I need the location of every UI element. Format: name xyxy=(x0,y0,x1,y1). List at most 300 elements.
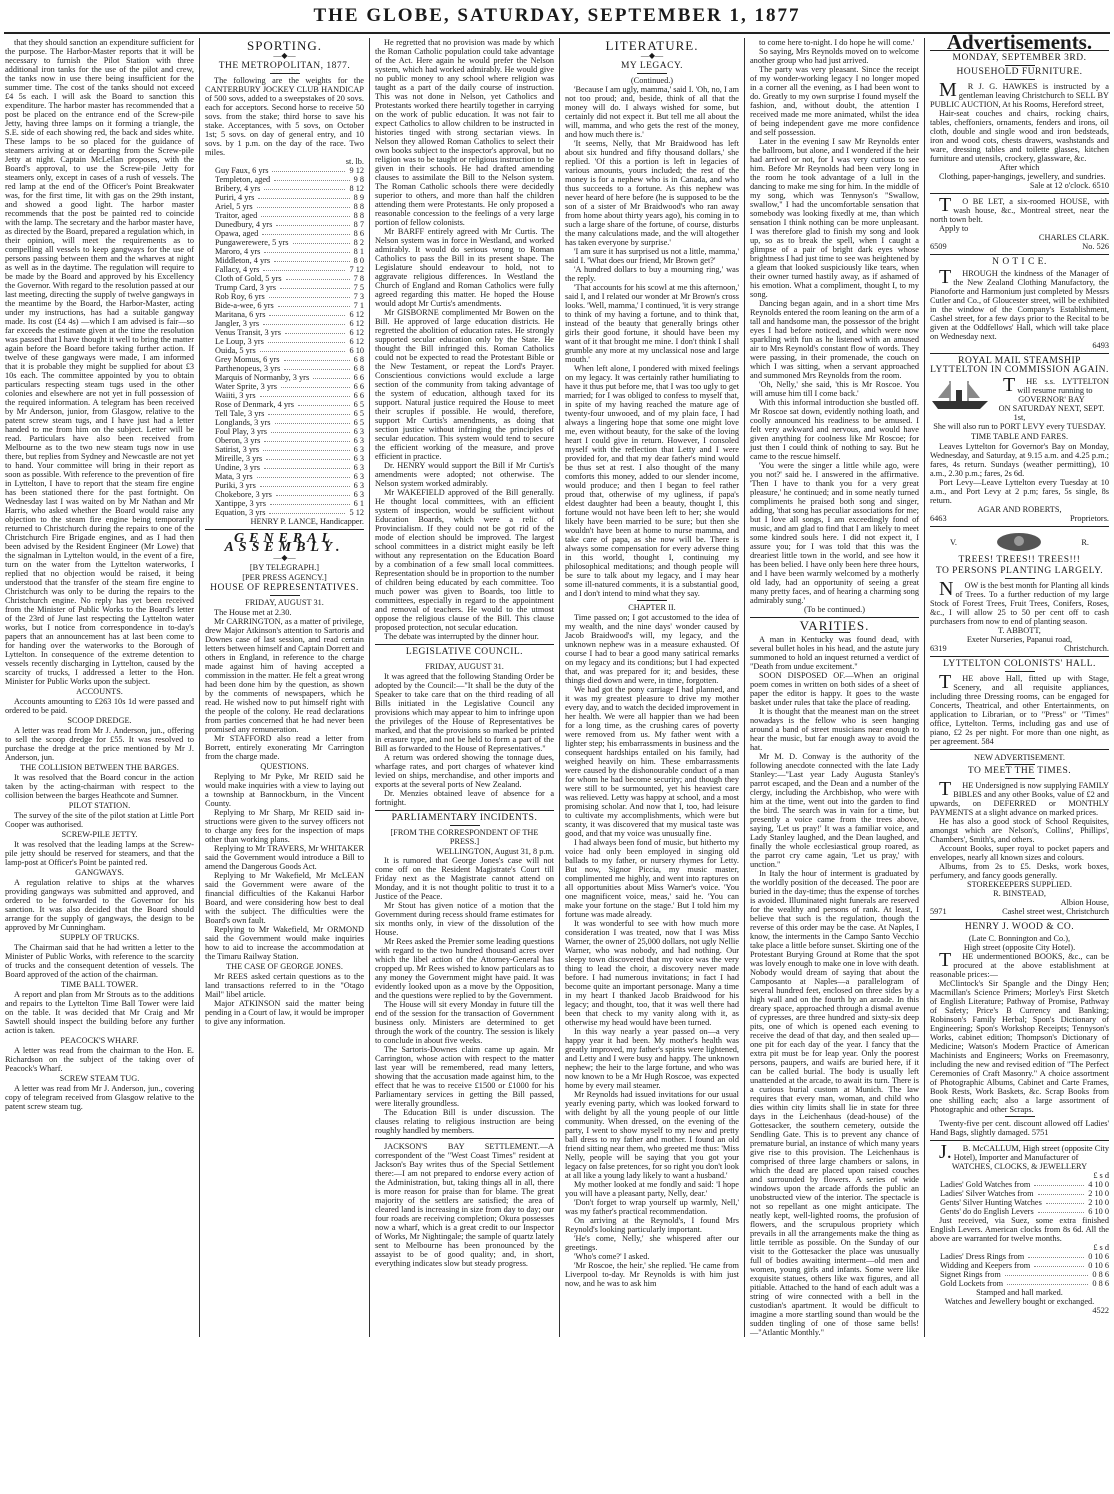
small-caps-heading: SUPPLY OF TRUCKS. xyxy=(59,933,140,942)
paragraph: Apply to xyxy=(939,224,969,233)
paragraph: I had always been fond of music, but hitherto my voice had only been employed in singing old ballads to my father, or nursery rhymes for Letty. But now, Signor Piccia, my music master, complimented me highly, and went into raptures on all opportunities about Miss Warner's voice. 'You one magnificent voice, meas,' said he. 'You can make your fortune on the stage.' But I told him my fortune was made already. xyxy=(565,838,739,919)
subheading: THE METROPOLITAN, 1877. xyxy=(218,61,351,71)
paragraph: Mr REES asked certain questions as to the land transactions referred to in the "Otago Mail" libel article. xyxy=(205,972,364,999)
advertisement-text: J.B. McCALLUM, High street (opposite City Hotel), Importer and Manufacturer of xyxy=(939,1141,1109,1163)
centered-line: WATCHES, CLOCKS, & JEWELLERY xyxy=(951,1162,1088,1171)
row-value: 0 10 6 xyxy=(1088,1252,1109,1261)
paragraph: A letter was read from Mr J. Anderson, jun., covering copy of telegram received from Glasgow relative to the patent screw steam tug. xyxy=(5,1084,194,1111)
row-label: Undine, 3 yrs xyxy=(215,463,260,472)
row-label: Ladies' Silver Watches from xyxy=(940,1189,1034,1198)
paragraph: With this informal introduction she bustled off. Mr Roscoe sat down, evidently nothing loath, and coolly announced his readiness to be amused. I felt very awkward and nervous, and would have given anything for coolness like Mr Roscoe; for just then I could think of nothing to say. But he came to the rescue himself. xyxy=(750,398,919,461)
row-label: Middleton, 4 yrs xyxy=(215,256,271,265)
table-row xyxy=(205,247,364,256)
paragraph: The House will sit every Monday in future till the end of the session for the transaction of Government business only. Ministers are determined to get through the work of the country. The session is likely to conclude in about five weeks. xyxy=(375,1000,554,1045)
leader-dots xyxy=(284,364,349,370)
row-value: 6 5 xyxy=(353,400,364,409)
small-caps-heading: SCOOP DREDGE. xyxy=(67,716,132,725)
leader-dots xyxy=(1034,1180,1084,1186)
row-label: Puriri, 4 yrs xyxy=(215,193,255,202)
paragraph: The debate was interrupted by the dinner hour. xyxy=(384,632,539,641)
paragraph: The Education Bill is under discussion. The clauses relating to religious instruction are being roughly handled by members. xyxy=(375,1108,554,1135)
paragraph: 'Because I am ugly, mamma,' said I. 'Oh, no, I am not too proud; and, beside, think of all that the money will do. I always wished for some, but certainly did not expect it. But tell me all about the will, mamma, and who gets the rest of the money, and how much there is.' xyxy=(565,85,739,139)
row-value: 7 1 xyxy=(353,301,364,310)
leader-dots xyxy=(272,166,345,172)
row-value: 6 5 xyxy=(353,418,364,427)
small-caps-heading: QUESTIONS. xyxy=(260,762,309,771)
leader-dots xyxy=(278,301,350,307)
signature-line: HENRY P. LANCE, Handicapper. xyxy=(250,517,364,526)
column-4 xyxy=(560,38,745,1337)
advertisement-text: MR J. G. HAWKES is instructed by a gentleman leaving Christchurch to SELL BY PUBLIC AUCTION, At his Rooms, Hereford street, xyxy=(930,79,1109,109)
divider-rule xyxy=(375,1138,554,1139)
paragraph: 'I am sure it has surprised us not a little, mamma,' said I. 'What does our friend, Mr Brown get?' xyxy=(565,247,739,265)
table-row xyxy=(930,1198,1109,1207)
leader-dots xyxy=(270,499,350,505)
ad-footer-right: No. 526 xyxy=(1082,242,1109,251)
divider-rule xyxy=(375,810,554,811)
leader-dots xyxy=(266,454,349,460)
paragraph: Replying to Mr TRAVERS, Mr WHITAKER said the Government would introduce a Bill to amend the Dangerous Goods Act. xyxy=(205,844,364,871)
paragraph: Mr Stout has given notice of a motion that the Government during recess should frame estimates for six months only, in view of the dissolution of the House. xyxy=(375,901,554,937)
row-label: Longlands, 3 yrs xyxy=(215,418,271,427)
leader-dots xyxy=(275,418,350,424)
row-value: 9 8 xyxy=(353,175,364,184)
column-1 xyxy=(0,38,200,1337)
table-row xyxy=(205,373,364,382)
paragraph: It was agreed that the following Standing Order be adopted by the Council:—"It shall be the duty of the Speaker to take care that on the third reading of all Bills initiated in the Legislative Council any provisions which may appear to him to infringe upon the privileges of the House of Representatives be marked, and that the provisions so marked be printed in erasure type, and not be held to form a part of the Bill as forwarded to the House of Representatives." xyxy=(375,672,554,753)
paragraph: that they should sanction an expenditure sufficient for the purpose. The Harbor-Master reports that it will be necessary to furnish the Pilot Station with three additional iron tanks for the use of the pilot and crew, the tanks now in use there being insufficient for the summer time. The cost of the tanks should not exceed £4 5s each. I will ask the Board to sanction this expenditure. The harbor master has recommended that a post be placed on the entrance end of the Screw-pile Jetty, having three lamps on it forming a triangle, the S.E. side of each showing red, the back and sides white. These lamps to be so placed for the guidance of steamers arriving at or departing from the Screw-pile Jetty at night. Captain McLellan proposes, with the Board's approval, to use the Screw-pile Jetty for steamers only, except in cases of a rush of vessels. The red lamp at the end of the Officer's Point Breakwater was, for the first time, lit with gas on the 29th instant, and showed a good light. The harbor master recommends that the post be painted red to coincide with the lamp. The secretary and the harbor master have, as directed by the Board, prepared a regulation which, in their opinion, will meet the requirements as to compelling all vessels to keep gangways for the use of persons passing between them and the wharves at night as well as in the daytime. The regulation will require to be made by the Board and approved by his Excellency the Governor. With regard to the resolution passed at our last meeting, directing the supply of twelve gangways in the meantime by the Board, the Harbor-Master, acting under my instructions, has had a suitable gangway made. Its cost (£4 4s) —which I am advised is fair—so far exceeds the estimate given at the time the resolution was passed that I have thought it well to bring the matter again before the Board before taking further action. If twelve of these gangways were made, I am informed that it is probable they might be supplied for about £3 10s each. The committee appointed by you to obtain particulars respecting steam tugs used in the other colonies and elsewhere are not yet in full possession of the required information. A telegram has been received by Mr Anderson, junior, from Glasgow, relative to the patent screw steam tugs, and I have just had a letter handed to me from him on the subject. Letter will be read. Particulars have also been received from Melbourne as to the two new steam tugs now in use there, but replies from Sydney and Newcastle are not yet to hand. Your committee will bring in their report as soon as possible. With reference to the prevention of fire in Lyttelton, I have to report that the steam fire engine has been stationed there for the past fortnight. On Wednesday last I was waited on by Mr Nathan and Mr Harris, who asked whether the Board would raise any objection to the steam fire engine being temporarily returned to Christchurch during the repairs to one of the Christchurch Fire Brigade engines, and as I had then been advised by the Resident Engineer (Mr Lowe) that the signalman in Lyttelton would, in the event of a fire, turn on the water from the Lyttelton waterworks, I replied that no objection would be raised, it being understood that the transfer of the steam fire engine to Christchurch was only to be during the repairs to the Christchurch engine. No reply has yet been received from the Minister of Public Works to the Board's letter of the 23rd of June last respecting the Lyttelton water works, but I notice from correspondence in to-day's papers that an announcement has at last been come to for handing over the waterworks to the Borough of Lyttelton. In consequence of the extreme detention to vessels recently discharging in Lyttelton, caused by the scarcity of trucks, I addressed a letter to the Hon. Minister for Public Works upon the subject. xyxy=(5,38,194,686)
leader-dots xyxy=(1028,1252,1084,1258)
paragraph: When left alone, I pondered with mixed feelings on my legacy. It was certainly rather humiliating to have it thus put before me, that I was too ugly to get married; for I was obliged to confess to myself that, in spite of my having reached the mature age of twenty-four unwooed, and of my plain face, I had always a lingering hope that some one might love me, even without beauty, for the sake of the loving heart I could give in return. However, I consoled myself with the reflection that Letty and I were provided for, and that my dear father's mind would be thus set at rest. I also thought of the many comforts this money, added to our slender income, would produce; and then I began to feel rather proud that, otherwise of my ugliness, if papa's eldest daughter had been a beauty, thought I, this fortune would not have been left to her; she would likely have been married to be sure; but then she wouldn't have been at home to nurse mamma, and take care of papa, as she now will be. There is always some compensation for every adverse thing in this world, thought I, continuing my philosophical meditations; and though people will be sure to talk about my legacy, and I may hear some ill-natured comments, it is a substantial good, and I don't intend to mind what they say. xyxy=(565,364,739,598)
row-label: Bribery, 4 yrs xyxy=(215,184,261,193)
table-row xyxy=(205,229,364,238)
table-row xyxy=(930,1180,1109,1189)
centered-line: She will also run to PORT LEVY every TUESDAY. xyxy=(933,422,1106,431)
ornament: —◆— xyxy=(640,51,664,60)
ornament: —◆— xyxy=(273,553,296,562)
subheading: HOUSEHOLD FURNITURE. xyxy=(956,67,1083,77)
row-label: Ladies' Gold Watches from xyxy=(940,1180,1031,1189)
row-label: Foul Play, 3 yrs xyxy=(215,427,268,436)
leader-dots xyxy=(268,337,346,343)
row-value: 0 8 6 xyxy=(1092,1270,1109,1279)
row-value: 6 1 xyxy=(353,499,364,508)
paragraph: It is rumored that George Jones's case will not come off on the Resident Magistrate's Court till Friday next as the Magistrate cannot attend on Monday, and it is not thought politic to trust it to a Justice of the Peace. xyxy=(375,856,554,901)
table-row xyxy=(205,328,364,337)
row-label: Traitor, aged xyxy=(215,211,258,220)
small-caps-heading: [FROM THE CORRESPONDENT OF THE PRESS.] xyxy=(390,828,539,846)
row-label: Equation, 3 yrs xyxy=(215,508,266,517)
paragraph: Just received, via Suez, some extra finished English Levers. American clocks from 8s 6d. All the above are warranted for twelve months. xyxy=(930,1216,1109,1243)
table-row xyxy=(205,508,364,517)
leader-dots xyxy=(264,463,350,469)
row-value: 6 3 xyxy=(353,436,364,445)
table-row xyxy=(930,1270,1109,1279)
table-row xyxy=(930,1207,1109,1216)
row-value: 7 12 xyxy=(349,265,364,274)
leader-dots xyxy=(1034,1261,1084,1267)
paragraph: Hair-seat couches and chairs, rocking chairs, tables, cheffoniers, ornaments, fenders and irons, oil cloth, double and single wood and iron bedsteads, iron and wood cots, chests drawers, washstands and ware, dressing tables and toilette glasses, kitchen furniture and utensils, crockery, glassware, &c. xyxy=(930,109,1109,163)
leader-dots xyxy=(264,436,349,442)
centered-line: Exeter Nurseries, Papanui road, xyxy=(966,635,1073,644)
row-label: Pungawerewere, 5 yrs xyxy=(215,238,289,247)
leader-dots xyxy=(276,490,350,496)
leader-dots xyxy=(271,427,350,433)
subheading: TREES! TREES!! TREES!!! xyxy=(958,555,1081,565)
row-value: 2 10 0 xyxy=(1088,1198,1109,1207)
centered-line: STOREKEEPERS SUPPLIED. xyxy=(967,880,1072,889)
table-row xyxy=(205,454,364,463)
row-label: Chokebore, 3 yrs xyxy=(215,490,272,499)
table-row xyxy=(205,355,364,364)
small-caps-heading: CHAPTER II. xyxy=(628,603,676,612)
short-rule xyxy=(1005,578,1035,579)
paragraph: On arriving at the Reynold's, I found Mrs Reynold's looking particularly important. xyxy=(565,1216,739,1234)
short-rule xyxy=(450,825,480,826)
table-row xyxy=(205,283,364,292)
paragraph: He has also a good stock of School Requisites, amongst which are Nelson's, Collins', Phillips', Chambers', Smith's, and others. xyxy=(930,817,1109,844)
table-row xyxy=(930,1261,1109,1270)
paragraph: In this way nearly a year passed on—a very happy year it had been. My mother's health was greatly improved, my father's spirits were lightened, and Letty and I were busy and happy. The unknown nephew; the heir to the large fortune, and who was now known to be a Mr Hugh Roscoe, was expected home by every mail steamer. xyxy=(565,1027,739,1090)
table-row xyxy=(205,364,364,373)
newspaper-title: THE GLOBE, SATURDAY, SEPTEMBER 1, 1877 xyxy=(313,5,801,26)
ad-footer-line xyxy=(930,514,1109,523)
table-row xyxy=(205,391,364,400)
row-value: 7 5 xyxy=(353,283,364,292)
column-6 xyxy=(925,30,1114,1337)
row-label: Dunedbury, 4 yrs xyxy=(215,220,273,229)
row-label: Gold Lockets from xyxy=(940,1279,1004,1288)
row-label: Opawa, aged xyxy=(215,229,259,238)
leader-dots xyxy=(262,229,349,235)
short-rule xyxy=(637,73,667,74)
paragraph: Replying to Mr Wakefield, Mr McLEAN said the Government were aware of the financial difficulties of the Kakanui Harbor Board, and were considering how best to deal with the subject. The difficulties were the Board's own fault. xyxy=(205,871,364,925)
row-value: 8 0 xyxy=(353,256,364,265)
row-value: 0 10 6 xyxy=(1088,1261,1109,1270)
paragraph: Leaves Lyttelton for Governor's Bay on Monday, Wednesday, and Saturday, at 9.15 a.m. and 4.25 p.m.; fares, 4s return. Sundays (weather permitting), 10 a.m., 2.30 p.m.; fares, 2s 6d. xyxy=(930,442,1109,478)
row-value: 6 12 xyxy=(349,328,364,337)
short-rule xyxy=(270,595,300,596)
signature-line: st. lb. xyxy=(345,157,364,166)
paragraph: My mother looked at me fondly and said: 'I hope you will have a pleasant party, Nelly, dear.' xyxy=(565,1180,739,1198)
subheading: ROYAL MAIL STEAMSHIP LYTTELTON IN COMMISSION AGAIN. xyxy=(930,356,1109,375)
row-value: 6 6 xyxy=(353,373,364,382)
small-caps-heading: [PER PRESS AGENCY.] xyxy=(242,573,327,582)
leader-dots xyxy=(284,355,350,361)
row-value: 7 3 xyxy=(353,292,364,301)
paragraph: The Sartoris-Downes claim came up again. Mr Carrington, whose action with respect to the matter last year will be remembered, read many letters, showing that the accusation made against him, to the effect that he was to receive £1500 or £1000 for his Parliamentary services in getting the Bill passed, were literally groundless. xyxy=(375,1045,554,1108)
row-label: Widding and Keepers from xyxy=(940,1261,1031,1270)
row-value: 2 10 0 xyxy=(1088,1189,1109,1198)
leader-dots xyxy=(269,292,350,298)
crest-right: R. xyxy=(1081,537,1089,547)
paragraph: Time passed on; I got accustomed to the idea of my wealth, and the nine days' wonder caused by Jacob Braidwood's will, my legacy, and the unknown nephew was in a measure exhausted. Of course I had to bear a good many satirical remarks on my legacy and its conditions; but I had expected that, and was prepared for it; and besides, these things died down and were, in time, forgotten. xyxy=(565,613,739,685)
table-row xyxy=(205,274,364,283)
paragraph: Replying to Mr Wakefield, Mr ORMOND said the Government would make inquiries how to aid to increase the accommodation at the Timaru Railway Station. xyxy=(205,925,364,961)
paragraph: JACKSON'S BAY SETTLEMENT.—A correspondent of the "West Coast Times" resident at Jackson's Bay writes thus of the Special Settlement there:—I am not prepared to endorse every action of the Administration, but, taking things all in all, there is more reason for praise than for blame. The great majority of the settlers are satisfied; the area of cleared land is increasing in size from day to day; our four roads are receiving completion; Okura possesses now a wharf, which is a great credit to our Inspector of Works, Mr Nightingale; the sample of quartz lately sent to Melbourne has been pronounced by the assayist to be of good quality; and, in short, everything indicates slow but steady progress. xyxy=(375,1142,554,1268)
row-value: 8 7 xyxy=(353,220,364,229)
leader-dots xyxy=(274,256,350,262)
advertisement-text: THE above Hall, fitted up with Stage, Scenery, and all requisite appliances, including three Dressing rooms, can be engaged for Concerts, Theatrical, and other Entertainments, on application to Librarian, or to "Press" or "Times" office, Lyttelton. Terms, including gas and use of piano, £2 2s per night. For more than one night, as per agreement. 584 xyxy=(930,671,1109,746)
table-row xyxy=(205,175,364,184)
paragraph: 'You were the singer a little while ago, were you not?' said he. I answered in the affirmative. 'Then I have to thank you for a very great pleasure,' he continued; and in some neatly turned compliments he praised both song and singer, adding, 'that song has peculiar associations for me; but I love all songs, I am exceedingly fond of music, and am glad to find that I am likely to meet some kindred souls here. I did not expect it, I assure you; for I was told that this was the dreariest little town in the world, and see how it has been belied. I have only been here three hours, and I have been warmly welcomed by a motherly old lady, had an opportunity of seeing a great many pretty faces, and of hearing a charming song admirably sung.' xyxy=(750,461,919,605)
paragraph: McClintock's Sir Spangle and the Dingy Hen; Macmillan's Science Primers; Morley's First Sketch of English Literature; Pathway of Promise, Pathway of Safety; Price's B Currency and Banking; Robinson's Family Herbal; Spon's Dictionary of Engineering; Spon's Workshop Receipts; Tennyson's Works, cabinet edition; Thompson's Dictionary of Medicine; Watson's Modern Practice of American Machinists and Engineers; Works on Freemasonry, including the new and revised edition of "The Perfect Ceremonies of Craft Masonry." A choice assortment of Photographic Albums, Cabinet and Carte Frames, Book Rests, Work Baskets, &c. Scrap Books from one shilling each; also a large assortment of Photographic and other Scraps. xyxy=(930,979,1109,1114)
table-row xyxy=(205,184,364,193)
centered-line: ON SATURDAY NEXT, SEPT. 1st, xyxy=(998,404,1105,422)
paragraph: to come here to-night. I do hope he will come.' xyxy=(759,38,915,47)
small-caps-heading: FRIDAY, AUGUST 31. xyxy=(245,598,324,607)
paragraph: Replying to Mr Sharp, Mr REID said in-structions were given to the survey officers not to charge any fees for the inspection of maps other than working plans. xyxy=(205,808,364,844)
row-value: 5 12 xyxy=(349,508,364,517)
page-columns xyxy=(0,30,1114,1337)
centered-line: (Continued.) xyxy=(630,76,674,85)
divider-rule xyxy=(205,529,364,530)
row-value: 6 3 xyxy=(353,463,364,472)
ad-number: 6463 xyxy=(930,514,947,523)
row-value: 7 8 xyxy=(353,274,364,283)
row-value: 8 8 xyxy=(353,202,364,211)
subheading: HOUSE OF REPRESENTATIVES. xyxy=(210,583,359,593)
table-row xyxy=(205,463,364,472)
table-row xyxy=(205,301,364,310)
table-row xyxy=(205,238,364,247)
divider-rule xyxy=(930,353,1109,354)
paragraph: Dr. Menzies obtained leave of absence for a fortnight. xyxy=(375,789,554,807)
paragraph: 'He's come, Nelly,' she whispered after our greetings. xyxy=(565,1234,739,1252)
row-label: Water Sprite, 3 yrs xyxy=(215,382,278,391)
paragraph: A letter was read from Mr J. Anderson, jun., offering to sell the scoop dredge for £55. It was resolved to purchase the dredge at the price mentioned by Mr J. Anderson, jun. xyxy=(5,726,194,762)
paragraph: Mr CARRINGTON, as a matter of privilege, drew Major Atkinson's attention to Sartoris and Downes case of last session, and read certain letters between himself and Captain Dorrett and others in England, in reference to the charge made against him of having accepted a commission in the matter. He felt a great wrong had been done him by the question, as shown by the comments of newspapers, which he read. He wished now to put himself right with the people of the colony. He read declarations from parties concerned that he had never been promised any remuneration. xyxy=(205,617,364,734)
row-label: Ladies' Dress Rings from xyxy=(940,1252,1025,1261)
row-label: Le Loup, 3 yrs xyxy=(215,337,264,346)
divider-rule xyxy=(930,749,1109,750)
paragraph: Later in the evening I saw Mr Reynolds enter the ballroom, but alone, and I wondered if the heir had arrived or not, for I was very curious to see him. Before Mr Reynolds had been very long in the room he took advantage of a lull in the dancing to make me sing for him. In the middle of my song, which was Tennyson's "Swallow, swallow," I had the uncomfortable sensation that somebody was looking fixedly at me, than which sensation I think nothing can be more unpleasant. I was therefore glad to finish my song and look up, so as to break the spell, when I caught a glimpse of a pair of bright dark eyes whose brightness I had just time to see was heightened by a gleam that looked suspiciously like tears, when their owner turned hastily away, as if ashamed of his emotion. What a compliment, thought I, to my song. xyxy=(750,137,919,299)
subheading: HENRY J. WOOD & CO. xyxy=(964,922,1075,932)
leader-dots xyxy=(1038,1207,1085,1213)
section-heading: LITERATURE. xyxy=(605,38,699,53)
centered-line: (Late C. Bonnington and Co.), xyxy=(968,934,1071,943)
advertisement-text: THROUGH the kindness of the Manager of the New Zealand Clothing Manufactory, the Pianoforte and Harmonium just completed by Messrs Cutler and Co., of Gloucester street, will be exhibited in the window of the Company's Establishment, Cashel street, for a few days prior to the Recital to be given at the Oddfellows' Hall, which will take place on Wednesday next. xyxy=(930,266,1109,341)
row-label: Satirist, 3 yrs xyxy=(215,445,260,454)
short-rule xyxy=(1005,671,1035,672)
paragraph: Account Books, super royal to pocket papers and envelopes, nearly all known sizes and colours. xyxy=(930,844,1109,862)
section-heading: SPORTING. xyxy=(246,38,323,53)
signature-line: 6493 xyxy=(1092,341,1109,350)
row-label: Parthenopeus, 3 yrs xyxy=(215,364,281,373)
small-caps-heading: ACCOUNTS. xyxy=(76,687,123,696)
paragraph: Mr WAKEFIELD approved of the Bill generally. He thought local committees, with an efficient system of inspection, would be sufficient without Education Boards, which were a relic of Provincialism. If they could not be got rid of the mode of election should be improved. The largest school committees in a district might easily be left without any representation on the Education Board by a combination of a few small local committees. Representation should be in proportion to the number of children being educated by each committee. Too much power was given to Boards, too little to committees, especially in regard to the appointment and removal of teachers. He would to the utmost oppose the religious clause of the Bill. This clause proposed protection, not secular education. xyxy=(375,488,554,632)
row-label: Gents' do do English Levers xyxy=(940,1207,1034,1216)
leader-dots xyxy=(298,400,350,406)
row-label: Maroro, 4 yrs xyxy=(215,247,261,256)
leader-dots xyxy=(257,202,350,208)
divider-rule xyxy=(930,193,1109,194)
paragraph: So saying, Mrs Reynolds moved on to welcome another group who had just arrived. xyxy=(750,47,919,65)
row-label: Fallacy, 4 yrs xyxy=(215,265,260,274)
short-rule xyxy=(1005,65,1035,66)
centered-line: Watches and Jewellery bought or exchanged. xyxy=(944,1297,1095,1306)
leader-dots xyxy=(257,472,350,478)
table-row xyxy=(205,427,364,436)
row-label: Marquis of Normanby, 3 yrs xyxy=(215,373,310,382)
paragraph: Mr M. D. Conway is the authority of the following anecdote connected with the late Lady Stanley:—"Last year Lady Augusta Stanley's parrot escaped, and the Dean and a number of the clergy, including the Archbishop, who were with him at the time, went out into the garden to find the bird. The search was in vain for a time, but presently a voice came from the trees above, saying, 'Let us pray!' It was a familiar voice, and Lady Stanley laughed, and the Dean laughed, and finally the whole ecclesiastical group roared, as the parrot cry came again, 'Let us pray,' with unction." xyxy=(750,752,919,869)
row-value: 6 5 xyxy=(353,409,364,418)
table-row xyxy=(205,382,364,391)
centered-line: R. BINSTEAD, xyxy=(993,889,1046,898)
paragraph: Mr Rees asked the Premier some leading questions with regard to the two hundred thousand acres over which the libel action of the Attorney-General has cropped up. Mr Rees wished to know particulars as to any money the Government might have paid. It was evidently looked upon as a move by the Opposition, and the questions were replied to by the Government. xyxy=(375,937,554,1000)
divider-rule xyxy=(930,656,1109,657)
short-rule xyxy=(637,600,667,601)
row-value: 6 3 xyxy=(353,454,364,463)
row-value: 6 12 xyxy=(349,337,364,346)
ad-number: 6509 xyxy=(930,242,947,251)
table-row xyxy=(205,265,364,274)
paragraph: It was resolved that the Board concur in the action taken by the acting-chairman with respect to the collision between the barges Heathcote and Sumner. xyxy=(5,773,194,800)
table-row xyxy=(205,472,364,481)
paragraph: 'It seems, Nelly, that Mr Braidwood has left about six hundred and fifty thousand dollars,' she replied. 'Of this a portion is left in legacies of various amounts, yours included; the rest of the money is for a nephew who is in Canada, and who thus succeeds to a fortune. As this nephew was never heard of here before (he is supposed to be the son of a sister of Mr Braidwood's who ran away from home about thirty years ago), his coming in to such a large share of the fortune, of course, disturbs the many calculations made, and the will altogether has taken everyone by surprise.' xyxy=(565,139,739,247)
centered-line: After which xyxy=(999,163,1040,172)
signature-line: WELLINGTON, August 31, 8 p.m. xyxy=(436,847,554,856)
leader-dots xyxy=(286,274,350,280)
leader-dots xyxy=(268,409,349,415)
paragraph: Clothing, paper-hangings, jewellery, and sundries. xyxy=(939,172,1106,181)
advertisement-text: NOW is the best month for Planting all kinds of Trees. To a further reduction of my large Stock of Forest Trees, Fruit Trees, Conifers, Roses, &c., I will allow 25 to 50 per cent off to cash purchasers from now to end of planting season. xyxy=(930,578,1109,626)
leader-dots xyxy=(260,346,346,352)
centered-line: T. ABBOTT, xyxy=(998,626,1041,635)
table-row xyxy=(205,400,364,409)
row-label: Grey Momus, 6 yrs xyxy=(215,355,280,364)
short-rule xyxy=(1005,79,1035,80)
ad-footer-right: Proprietors. xyxy=(1070,514,1109,523)
small-caps-heading: THE CASE OF GEORGE JONES. xyxy=(226,962,343,971)
leader-dots xyxy=(1007,1279,1088,1285)
row-value: 6 6 xyxy=(353,382,364,391)
row-value: 8 2 xyxy=(353,238,364,247)
row-label: Tell Tale, 3 yrs xyxy=(215,409,265,418)
row-value: 8 1 xyxy=(353,247,364,256)
leader-dots xyxy=(285,328,346,334)
paragraph: He regretted that no provision was made by which the Roman Catholic population could take advantage of the Act. Here again he would prefer the Nelson system, which had worked admirably. He would give no public money to any school where religion was taught as a part of the daily course of instruction. This was not done in Nelson, yet Catholics and Protestants worked there heartily together in carrying on the work of public education. It was not fair to expect Catholics to allow children to be instructed in histories tinged with strong sectarian views. In Nelson they allowed Roman Catholics to select their own books subject to the inspector's approval, but no religion was to be taught or religious instruction to be given in their schools. He had drafted amending clauses to assimilate the Bill to the Nelson system. The Roman Catholic schools there were decidedly superior to others, and more than half the children attending them were Protestants. He only proposed a reasonable concession to the feelings of a very large portion of fellow colonists. xyxy=(375,38,554,227)
paragraph: Major ATKINSON said the matter being pending in a Court of law, it would be improper to give any information. xyxy=(205,999,364,1026)
row-value: 6 3 xyxy=(353,490,364,499)
paragraph: A return was ordered showing the tonnage dues, wharfage rates, and port charges of whatever kind levied on ships, merchandise, and other imports and exports at the several ports of New Zealand. xyxy=(375,753,554,789)
paragraph: Dr. HENRY would support the Bill if Mr Curtis's amendments were adopted; not otherwise. The Nelson system worked admirably. xyxy=(375,461,554,488)
paragraph: Mr STAFFORD also read a letter from Borrett, entirely exonerating Mr Carrington from the charge made. xyxy=(205,734,364,761)
short-rule xyxy=(1005,764,1035,765)
divider-rule xyxy=(930,919,1109,920)
paragraph: Replying to Mr Pyke, Mr REID said he would make inquiries with a view to laying out a township at Bannockburn, in the Vincent County. xyxy=(205,772,364,808)
leader-dots xyxy=(261,211,349,217)
centered-line: High street (opposite City Hotel). xyxy=(963,943,1076,952)
advertisement-text: THE Undersigned is now supplying FAMILY BIBLES and any other Books, value of £2 and upwards, on DEFERRED or MONTHLY PAYMENTS at a slight advance on marked prices. xyxy=(930,778,1109,817)
table-row xyxy=(930,1252,1109,1261)
divider-rule xyxy=(930,1140,1109,1141)
row-value: 6 8 xyxy=(353,355,364,364)
divider-rule xyxy=(930,254,1109,255)
small-caps-heading: THE COLLISION BETWEEN THE BARGES. xyxy=(20,763,179,772)
table-header: £ s d xyxy=(1093,1243,1109,1252)
small-caps-heading: PILOT STATION. xyxy=(68,801,131,810)
centered-line: AGAR AND ROBERTS, xyxy=(977,505,1062,514)
leader-dots xyxy=(269,310,345,316)
section-heading: VARITIES. xyxy=(799,618,870,633)
centered-line: Stamped and hall marked. xyxy=(976,1288,1063,1297)
leader-dots xyxy=(313,373,349,379)
subheading: PARLIAMENTARY INCIDENTS. xyxy=(391,813,538,823)
column-5 xyxy=(745,38,925,1337)
small-caps-heading: GANGWAYS. xyxy=(75,868,124,877)
advertisement-text: TO BE LET, a six-roomed HOUSE, with wash house, &c., Montreal street, near the north town belt. xyxy=(930,194,1109,224)
row-value: 4 10 0 xyxy=(1088,1180,1109,1189)
subheading: LEGISLATIVE COUNCIL. xyxy=(405,647,524,657)
row-label: Mireille, 3 yrs xyxy=(215,454,263,463)
row-label: Xantippe, 3 yrs xyxy=(215,499,266,508)
short-rule xyxy=(1005,1116,1035,1117)
row-value: 8 12 xyxy=(349,184,364,193)
paragraph: Mr GISBORNE complimented Mr Bowen on the Bill. He approved of large education districts. He regretted the abolition of education rates. He strongly supported secular education only by the State. He thought the Bill infringed this. Roman Catholics could not be expected to read the Protestant Bible or the New Testament, or repeat the Lord's Prayer. Conscientious convictions would exclude a large section of the community from taking advantage of the system of education, although taxed for its support. Natural justice required the House to meet their scruples if possible. He would, therefore, support Mr Curtis's amendments, as doing that section justice without infringing the principles of secular education. This system would tend to secure the efficient working of the measure, and prove efficient in practice. xyxy=(375,308,554,461)
centered-line: GOVERNOR' BAY xyxy=(1018,395,1085,404)
signature-line: Albion House, xyxy=(1060,898,1109,907)
short-rule xyxy=(1005,778,1035,779)
row-label: Signet Rings from xyxy=(940,1270,1001,1279)
leader-dots xyxy=(281,382,350,388)
column-3 xyxy=(370,38,560,1337)
paragraph: The Chairman said that he had written a letter to the Minister of Public Works, with reference to the scarcity of trucks and the consequent detention of vessels. The Board approved of the action of the chairman. xyxy=(5,943,194,979)
row-label: Puriki, 3 yrs xyxy=(215,481,256,490)
leader-dots xyxy=(260,391,350,397)
row-label: Cloth of Gold, 5 yrs xyxy=(215,274,282,283)
table-row xyxy=(205,211,364,220)
paragraph: 'A hundred dollars to buy a mourning ring,' was the reply. xyxy=(565,265,739,283)
table-row xyxy=(205,346,364,355)
row-label: Ariel, 5 yrs xyxy=(215,202,253,211)
leader-dots xyxy=(293,238,350,244)
ad-footer-right: Cashel street west, Christchurch xyxy=(1002,907,1109,916)
small-caps-heading: NEW ADVERTISEMENT. xyxy=(974,753,1065,762)
paragraph: 'Oh, Nelly,' she said, 'this is Mr Roscoe. You will amuse him till I come back.' xyxy=(750,380,919,398)
paragraph: In Italy the hour of interment is graduated by the worldly position of the deceased. The poor are buried in the day-time; thus the expense of torches is avoided. Illuminated night funerals are reserved for the wealthy and persons of rank. At least, I believe that such is the regulation, though the reverse of this order may be the case. At Naples, I know, the interments in the Campo Santo Vecchio take place a little before sunset. Skirting one of the Protestant Burying Ground at Rome that the spot was lovely enough to make one in love with death. Nobody would dream of saying that about the Camposanto at Naples—a parallelogram of several hundred feet, enclosed on three sides by a high wall and on the fourth by an arcade. In this dreary space, approached through a dismal avenue of cypresses, are three hundred and sixty-six deep pits, one of which is opened each evening to receive the dead of that day, and then sealed up—one pit for each day of the year. I fancy that the extra pit must be for leap year. Only the poorest persons, paupers, and waifs are buried here, if it can be called burial. The body is usually left unattended at the arcade, to await its turn. There is a curious burial custom at Munich. The law requires that every man, woman, and child who dies within city limits shall lie in state for three days in the Leichenhaus (dead-house) of the Gottesacker, the southern cemetery, outside the Sendling Gate. This is to prevent any chance of premature burial, an instance of which many years give rise to this provision. The Leichenhaus is comprised of three large chambers or salons, in which the dead are placed upon raised couches and surrounded by flowers. A series of wide windows upon the arcade affords the public an unobstructed view of the interior. The spectacle is not so repellant as one might anticipate. The neatly kept, well-lighted rooms, the profusion of flowers, and the scrupulous propriety which prevails in all the arrangements make the thing as little terrible as possible. On the Sunday of our visit to the Gottesacker the place was unusually full of bodies awaiting interment—old men and women, young girls and infants. Some were like exquisite statues, others like wax figures, and all pitiable. Attached to the hand of each adult was a string of wire connected with a bell in the custodian's apartment. It would be difficult to imagine a more startling sound than would be the sudden tingling of one of those same bells!—"Atlantic Monthly." xyxy=(750,869,919,1337)
row-label: Rose of Denmark, 4 yrs xyxy=(215,400,295,409)
table-row xyxy=(205,166,364,175)
paragraph: 'Don't forget to wrap yourself up warmly, Nell,' was my father's practical recommendation. xyxy=(565,1198,739,1216)
crest-left: V. xyxy=(950,537,957,547)
row-value: 8 9 xyxy=(353,193,364,202)
table-row xyxy=(205,310,364,319)
ad-number: 6319 xyxy=(930,644,947,653)
paragraph: Accounts amounting to £263 10s 1d were passed and ordered to be paid. xyxy=(5,697,194,715)
divider-rule xyxy=(930,526,1109,527)
table-row xyxy=(205,220,364,229)
leader-dots xyxy=(264,247,349,253)
paragraph: SOON DISPOSED OF.—When an original poem comes in written on both sides of a sheet of paper the editor is happy. It goes to the waste basket under rules that take the place of reading. xyxy=(750,671,919,707)
ad-footer-line xyxy=(930,907,1109,916)
row-label: Venus Transit, 3 yrs xyxy=(215,328,281,337)
row-value: 6 10 0 xyxy=(1088,1207,1109,1216)
table-row xyxy=(205,445,364,454)
paragraph: A letter was read from the chairman to the Hon. E. Richardson on the subject of the taking over of Peacock's Wharf. xyxy=(5,1046,194,1073)
small-caps-heading: PEACOCK'S WHARF. xyxy=(60,1036,139,1045)
paragraph: The House met at 2.30. xyxy=(214,608,292,617)
row-label: Templeton, aged xyxy=(215,175,271,184)
paragraph: It was wonderful to see with how much more consideration I was treated, now that I was Miss Warner, the owner of 25,000 dollars, not ugly Nellie Warner, who was nobody, and had nothing. Our sleepy town discovered that my voice was the very thing to lead the choir, a discovery never made before. I had numerous invitations; in fact I had become quite an important personage. Many a time in my heart I thanked Jacob Braidwood for his legacy; and thought, too, that it was well there had been that check to my vanity along with it, as otherwise my head would have been turned. xyxy=(565,919,739,1027)
paragraph: Mr BARFF entirely agreed with Mr Curtis. The Nelson system was in force in Westland, and worked admirably. It would do serious wrong to Roman Catholics to pass the Bill in its present shape. The Legislature should endeavour to hold, not to aggravate religious differences. In Westland the Church of England and Roman Catholics were fully agreed regarding this matter. He hoped the House would adopt Mr Curtis's amendments. xyxy=(375,227,554,308)
paragraph: 'Who's come?' I asked. xyxy=(574,1252,650,1261)
paragraph: The party was very pleasant. Since the receipt of my wonder-working legacy I no longer moped in a corner all the evening, as I had been wont to do. Greatly to my own surprise I found myself the fashion, and, without doubt, the attention I received made me more animated, whilst the idea of being independent gave me more confidence and self possession. xyxy=(750,65,919,137)
divider-rule xyxy=(375,644,554,645)
subheading: TO MEET THE TIMES. xyxy=(967,766,1072,776)
subheading: N O T I C E. xyxy=(992,257,1047,267)
paragraph: We had got the pony carriage I had planned, and it was my greatest pleasure to drive my mother every day, and to watch the decided improvement in her health. We were all happier than we had been for a long time, as the crushing cares of poverty were removed from us. My father went with a lighter step; his embarrassments in business and the consequent hardships entailed on his family, had weighed heavily on him. These embarrassments were caused by the dishonourable conduct of a man for whom he had become security; and though they were still to be surmounted, yet his heaviest care was relieved. Letty was happy at school, and a most promising scholar. And now that I, too, had leisure to cultivate my accomplishments, which were but scanty, it was discovered that my musical taste was good, and that my voice was unusually fine. xyxy=(565,685,739,838)
